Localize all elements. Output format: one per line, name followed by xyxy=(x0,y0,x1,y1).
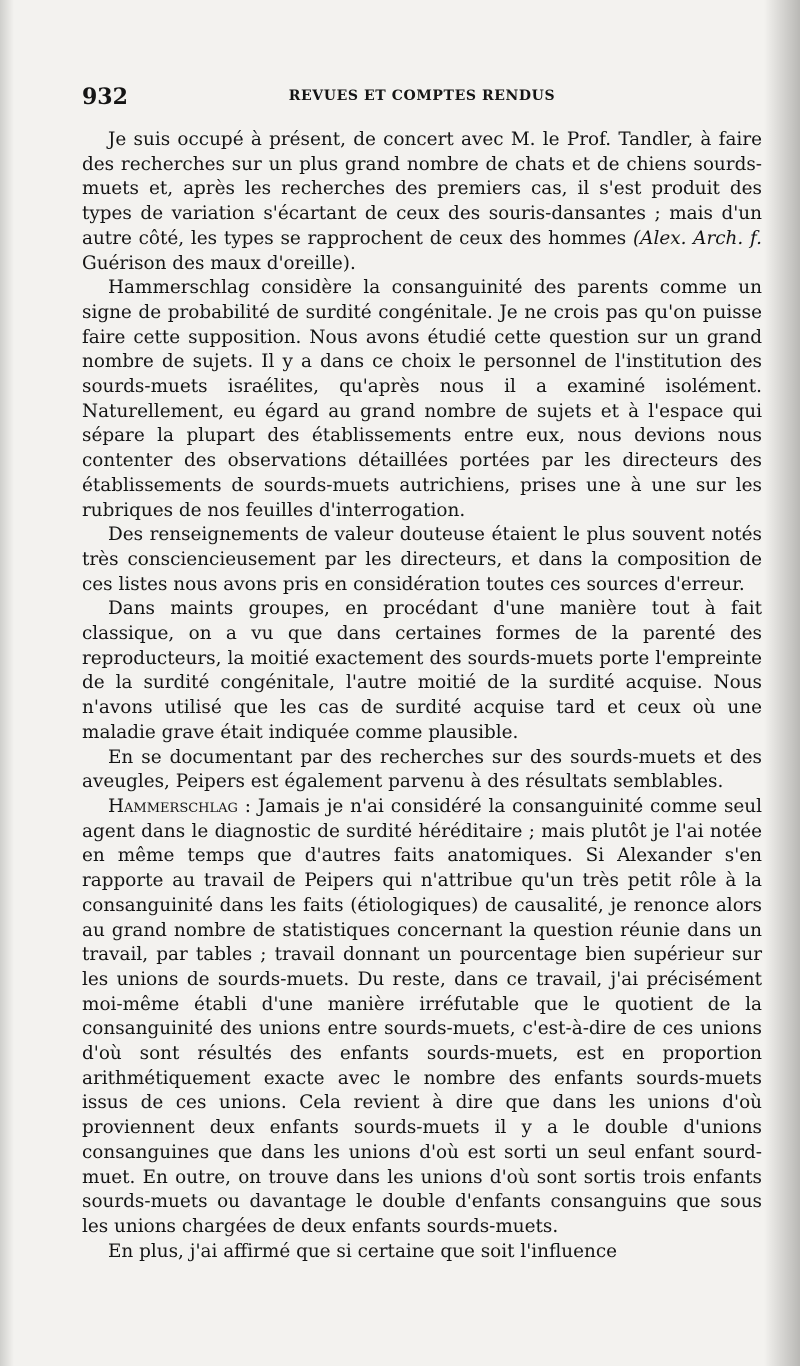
paragraph-1 xyxy=(82,128,762,276)
paragraph-5: En se documentant par des recherches sur des sourds-muets et des aveugles, Peipers est également parvenu à des résultats semblables. xyxy=(82,746,762,793)
page-header xyxy=(82,84,762,114)
article-body xyxy=(82,128,762,1264)
paragraph-6 xyxy=(82,795,762,1240)
paragraph-2: Hammerschlag considère la consanguinité des parents comme un signe de probabilité de surdité congénitale. Je ne crois pas qu'on puisse faire cette supposition. Nous avons étudié cette question sur un grand nombre de sujets. Il y a dans ce choix le personnel de l'institution des sourds-muets israélites, qu'après nous il a examiné isolément. Naturellement, eu égard au grand nombre de sujets et à l'espace qui sépare la plupart des établissements entre eux, nous devions nous contenter des observations détaillées portées par les directeurs des établissements de sourds-muets autrichiens, prises une à une sur les rubriques de nos feuilles d'interrogation. xyxy=(82,277,762,521)
paragraph-3: Des renseignements de valeur douteuse étaient le plus souvent notés très consciencieusement par les directeurs, et dans la composition de ces listes nous avons pris en considération toutes ces sources d'erreur. xyxy=(82,524,762,595)
paragraph-7: En plus, j'ai affirmé que si certaine que soit l'influence xyxy=(108,1240,618,1262)
paragraph-6-text: : Jamais je n'ai considéré la consanguinité comme seul agent dans le diagnostic de surdité héréditaire ; mais plutôt je l'ai notée en même temps que d'autres faits anatomiques. Si Alexander s'en rapporte au travail de Peipers qui n'attribue qu'un très petit rôle à la consanguinité dans les faits (étiologiques) de causalité, je renonce alors au grand nombre de statistiques concernant la question réunie dans un travail, par tables ; travail donnant un pourcentage bien supérieur sur les unions de sourds-muets. Du reste, dans ce travail, j'ai précisément moi-même établi d'une manière irréfutable que le quotient de la consanguinité des unions entre sourds-muets, c'est-à-dire de ces unions d'où sont résultés des enfants sourds-muets, est en proportion arithmétiquement exacte avec le nombre des enfants sourds-muets issus de ces unions. Cela revient à dire que dans les unions d'où proviennent deux enfants sourds-muets il y a le double d'unions consanguines que dans les unions d'où est sorti un seul enfant sourd-muet. En outre, on trouve dans les unions d'où sont sortis trois enfants sourds-muets ou davantage le double d'enfants consanguins que sous les unions chargées de deux enfants sourds-muets. xyxy=(82,795,762,1237)
paragraph-4: Dans maints groupes, en procédant d'une manière tout à fait classique, on a vu que dans certaines formes de la parenté des reproducteurs, la moitié exactement des sourds-muets porte l'empreinte de la surdité congénitale, l'autre moitié de la surdité acquise. Nous n'avons utilisé que les cas de surdité acquise tard et ceux où une maladie grave était indiquée comme plausible. xyxy=(82,598,762,743)
page-edge-shadow-left xyxy=(0,0,14,1366)
page-number: 932 xyxy=(82,84,128,110)
paragraph-1-text: Je suis occupé à présent, de concert avec M. le Prof. Tandler, à faire des recherches sur un plus grand nombre de chats et de chiens sourds-muets et, après les recherches des premiers cas, il s'est produit des types de variation s'écartant de ceux des souris-dansantes ; mais d'un autre côté, les types se rapprochent de ceux des hommes xyxy=(82,129,762,249)
page-edge-shadow-right xyxy=(764,0,800,1366)
speaker-name: Hammerschlag xyxy=(108,795,238,817)
running-title: REVUES ET COMPTES RENDUS xyxy=(288,88,556,104)
citation-reference: (Alex. Arch. f. xyxy=(632,227,762,249)
paragraph-1-citation-tail: Guérison des maux d'oreille). xyxy=(82,252,356,274)
